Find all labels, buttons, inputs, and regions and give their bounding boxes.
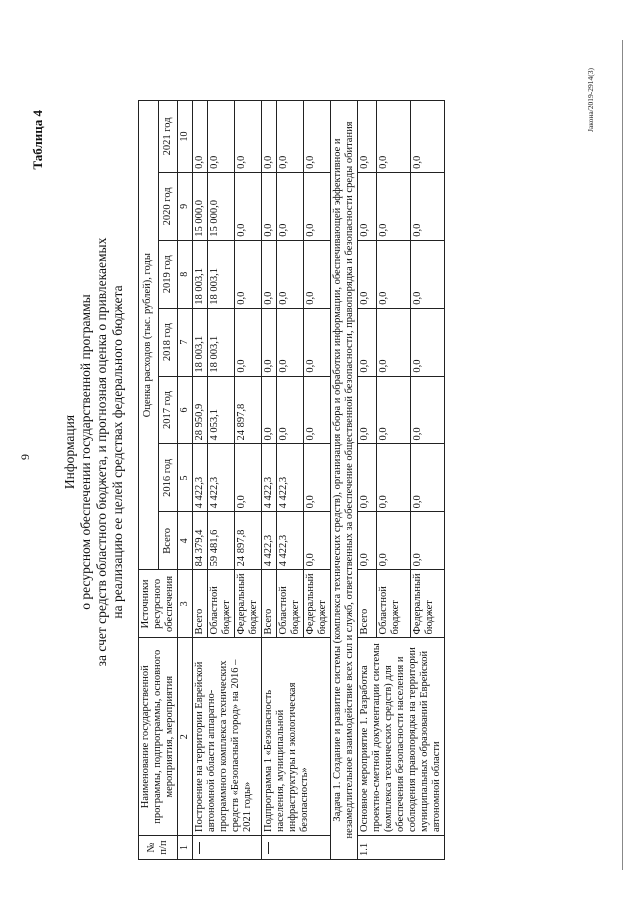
heading-line: о ресурсном обеспечении государственной программы [78,294,93,610]
value-cell: 0,0 [304,172,331,240]
value-cell: 4 422,3 [262,512,277,570]
value-cell: 0,0 [358,172,377,240]
header-num: № п/п [139,836,178,860]
value-cell: 24 897,8 [235,512,262,570]
value-cell: 0,0 [277,376,304,444]
value-cell: 0,0 [410,512,444,570]
header-name: Наименование государственной программы, подпрограммы, основного мероприятия, мероприятия [139,638,178,836]
column-index: 3 [178,570,193,638]
header-year: 2019 год [158,240,178,308]
landscape-page [14,32,614,892]
column-index: 10 [178,101,193,173]
value-cell: 0,0 [262,376,277,444]
value-cell: 0,0 [358,308,377,376]
value-cell: 0,0 [193,101,208,173]
header-total: Всего [158,512,178,570]
value-cell: 18 003,1 [208,308,235,376]
column-index: 5 [178,444,193,512]
table-row [193,101,208,860]
source-cell: Федеральный бюджет [410,570,444,638]
value-cell: 0,0 [235,308,262,376]
value-cell: 15 000,0 [193,172,208,240]
value-cell: 0,0 [277,308,304,376]
value-cell: 0,0 [376,308,410,376]
column-index-row [178,101,193,860]
value-cell: 0,0 [410,240,444,308]
value-cell: 18 003,1 [208,240,235,308]
column-index: 8 [178,240,193,308]
value-cell: 0,0 [262,101,277,173]
table-label: Таблица 4 [30,110,45,170]
value-cell: 0,0 [376,512,410,570]
source-cell: Федеральный бюджет [304,570,331,638]
header-estimate: Оценка расходов (тыс. рублей), годы [139,101,159,570]
measure-name: Основное мероприятие 1. Разработка проектно-сметной документации системы (комплекса технических средств) для обеспечения безопасности населения и соблюдения правопорядка на территории муниципальных образований Еврейской автономной области [358,638,445,836]
binding-line [622,40,623,870]
header-year: 2021 год [158,101,178,173]
value-cell: 28 950,9 [193,376,208,444]
value-cell: 0,0 [358,376,377,444]
value-cell: 4 422,3 [208,444,235,512]
table-row [262,101,277,860]
source-cell: Областной бюджет [277,570,304,638]
header-row [139,101,159,860]
value-cell: 15 000,0 [208,172,235,240]
value-cell: 0,0 [262,240,277,308]
table-row [358,101,377,860]
column-index: 2 [178,638,193,836]
value-cell: 84 379,4 [193,512,208,570]
value-cell: 24 897,8 [235,376,262,444]
document-footer: Jакона/2019-2914(3) [586,68,595,132]
value-cell: 4 422,3 [193,444,208,512]
task-text: Задача 1. Создание и развитие системы (комплекса технических средств), организация сбора и обработки информации, обеспечивающей эффективное и незамедлительное взаимодействие всех сил и служб, ответственных за обеспечение общественной безопасности, правопорядка и безопасности среды обитания [331,101,358,860]
column-index: 9 [178,172,193,240]
source-cell: Всего [262,570,277,638]
value-cell: 4 053,1 [208,376,235,444]
document-heading [62,72,126,832]
program-name: Построение на территории Еврейской автономной области аппаратно-программного комплекса технических средств «Безопасный город» на 2016 – 2021 годы» [193,638,262,836]
column-index: 6 [178,376,193,444]
value-cell: 0,0 [410,172,444,240]
header-source: Источники ресурсного обеспечения [139,570,178,638]
value-cell: 0,0 [410,101,444,173]
value-cell: 0,0 [376,444,410,512]
task-row [331,101,358,860]
value-cell: 0,0 [358,444,377,512]
value-cell: 0,0 [304,444,331,512]
value-cell: 0,0 [358,512,377,570]
value-cell: 0,0 [277,172,304,240]
column-index: 7 [178,308,193,376]
header-year: 2020 год [158,172,178,240]
heading-line: на реализацию ее целей средствах федерального бюджета [110,285,125,619]
column-index: 4 [178,512,193,570]
value-cell: 0,0 [304,240,331,308]
value-cell: 4 422,3 [262,444,277,512]
value-cell: 0,0 [358,101,377,173]
measure-num: 1.1 [358,836,445,860]
subprogram-name: Подпрограмма 1 «Безопасность населения, муниципальной инфраструктуры и экологическая безопасность» [262,638,331,836]
heading-line: Информация [62,414,77,490]
value-cell: 0,0 [235,240,262,308]
source-cell: Федеральный бюджет [235,570,262,638]
value-cell: 59 481,6 [208,512,235,570]
value-cell: 4 422,3 [277,444,304,512]
value-cell: 0,0 [262,172,277,240]
value-cell: 0,0 [376,172,410,240]
row-num-mark [193,836,262,860]
value-cell: 0,0 [358,240,377,308]
source-cell: Всего [358,570,377,638]
value-cell: 18 003,1 [193,240,208,308]
value-cell: 4 422,3 [277,512,304,570]
resource-table [138,100,445,860]
value-cell: 0,0 [376,240,410,308]
value-cell: 0,0 [410,444,444,512]
header-year: 2016 год [158,444,178,512]
value-cell: 0,0 [376,101,410,173]
value-cell: 0,0 [235,444,262,512]
value-cell: 0,0 [304,101,331,173]
header-year: 2018 год [158,308,178,376]
column-index: 1 [178,836,193,860]
value-cell: 0,0 [376,376,410,444]
value-cell: 0,0 [304,308,331,376]
value-cell: 0,0 [262,308,277,376]
value-cell: 0,0 [304,512,331,570]
page-number: 9 [18,454,32,460]
value-cell: 0,0 [208,101,235,173]
row-num-mark [262,836,331,860]
source-cell: Областной бюджет [376,570,410,638]
source-cell: Всего [193,570,208,638]
heading-line: за счет средств областного бюджета, и прогнозная оценка о привлекаемых [94,237,109,667]
value-cell: 0,0 [277,240,304,308]
value-cell: 0,0 [235,101,262,173]
value-cell: 0,0 [410,308,444,376]
value-cell: 0,0 [277,101,304,173]
value-cell: 0,0 [410,376,444,444]
header-year: 2017 год [158,376,178,444]
source-cell: Областной бюджет [208,570,235,638]
value-cell: 0,0 [304,376,331,444]
value-cell: 18 003,1 [193,308,208,376]
value-cell: 0,0 [235,172,262,240]
